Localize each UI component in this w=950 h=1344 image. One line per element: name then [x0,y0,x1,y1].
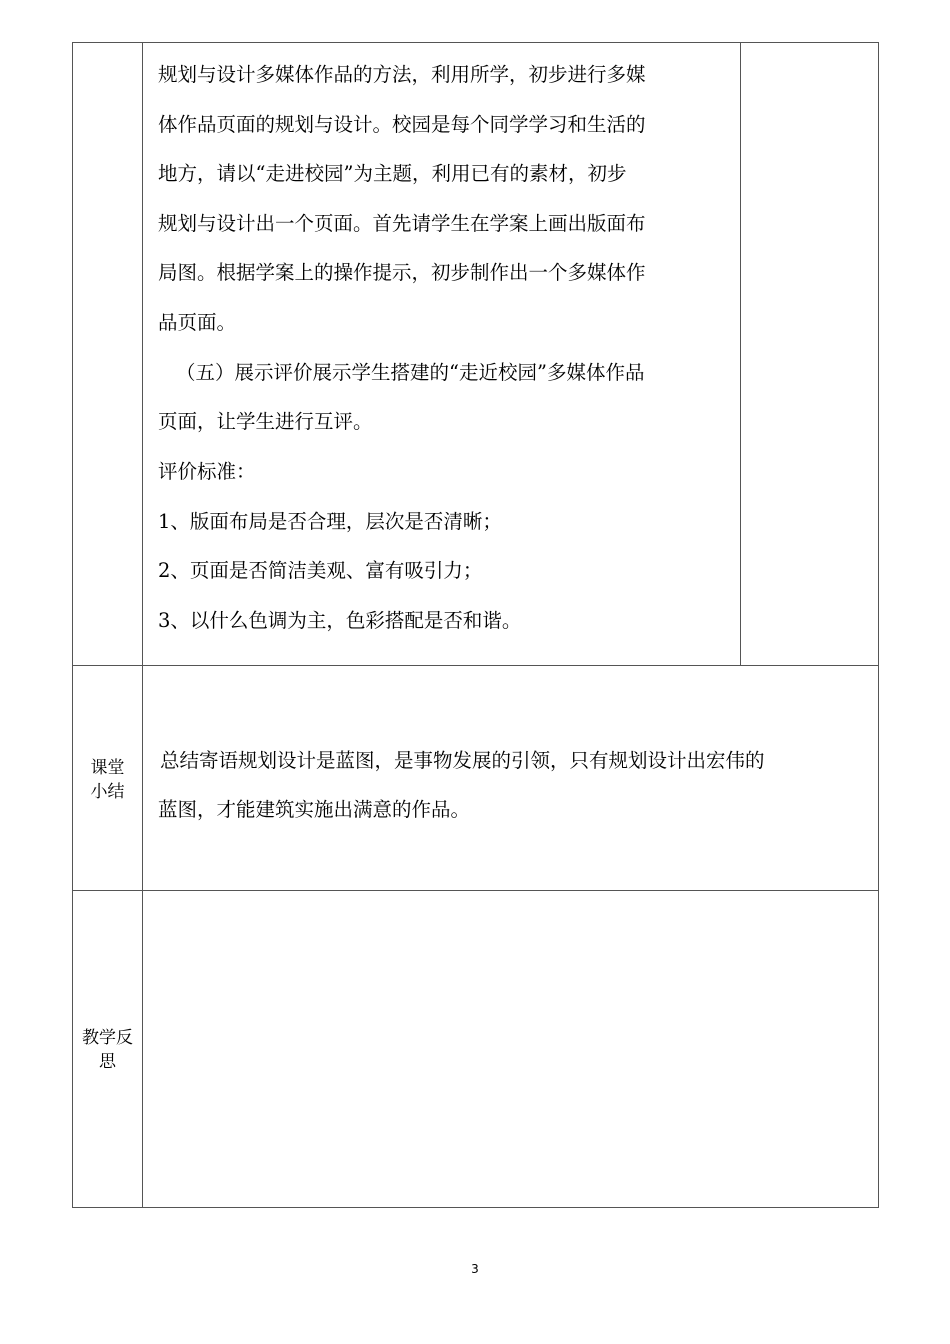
row1-line-5: 局图。根据学案上的操作提示，初步制作出一个多媒体作 [158,261,646,284]
row1-line-1: 规划与设计多媒体作品的方法，利用所学，初步进行多媒 [158,63,646,86]
class-summary-label-line-2: 小结 [90,782,125,802]
row1-line-6: 品页面。 [158,311,237,334]
label-column-divider [142,42,143,1208]
class-summary-label [73,756,142,804]
teaching-reflection-label-line-2: 思 [99,1052,116,1072]
row1-line-2: 体作品页面的规划与设计。校园是每个同学学习和生活的 [158,113,646,136]
row1-line-7: （五）展示评价展示学生搭建的“走近校园”多媒体作品 [176,361,645,384]
row1-line-9: 评价标准： [158,460,256,483]
row1-line-11: 2、页面是否简洁美观、富有吸引力； [158,559,483,582]
row-divider-1 [72,665,879,666]
row1-line-10: 1、版面布局是否合理，层次是否清晰； [158,510,502,533]
table-top-border [72,42,879,43]
row-divider-2 [72,890,879,891]
class-summary-label-line-1: 课堂 [90,758,125,778]
row1-line-3: 地方，请以“走进校园”为主题，利用已有的素材，初步 [158,162,627,185]
teaching-reflection-label [73,1026,142,1074]
summary-line-1: 总结寄语规划设计是蓝图，是事物发展的引领，只有规划设计出宏伟的 [160,749,765,772]
summary-line-2: 蓝图，才能建筑实施出满意的作品。 [158,798,471,821]
row1-line-8: 页面，让学生进行互评。 [158,410,373,433]
table-right-border [878,42,879,1208]
teaching-reflection-label-line-1: 教学反 [82,1028,133,1048]
row1-line-4: 规划与设计出一个页面。首先请学生在学案上画出版面布 [158,212,646,235]
notes-column-divider [740,42,741,666]
table-bottom-border [72,1207,879,1208]
page-number: 3 [471,1262,479,1276]
row1-line-12: 3、以什么色调为主，色彩搭配是否和谐。 [158,609,522,632]
